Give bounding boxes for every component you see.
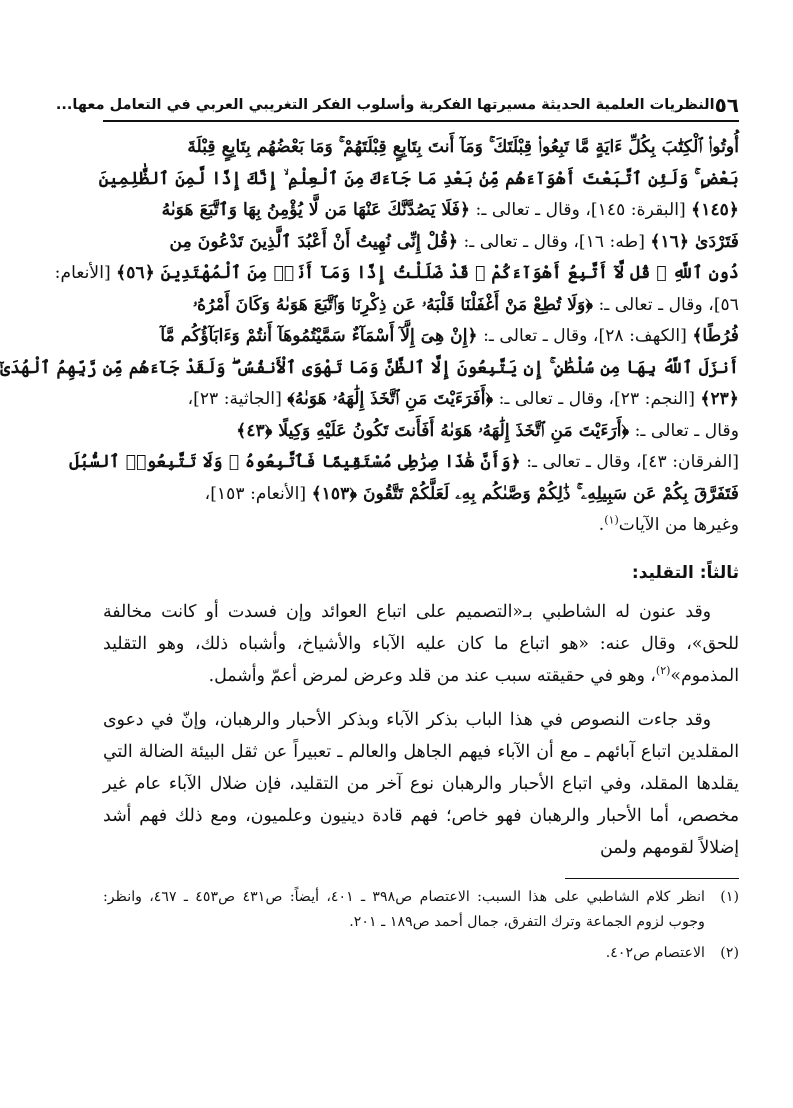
- page-number: ٥٦: [714, 93, 739, 117]
- verse-text: بَعْضٍ ۚ وَلَئِنِ ٱتَّبَعْتَ أَهْوَآءَهُم مِّنۢ بَعْدِ مَا جَآءَكَ مِنَ ٱلْعِلْمِ ۙ إِنَّكَ إِذًا لَّمِنَ ٱلظَّٰلِمِينَ: [98, 168, 739, 189]
- footnote-marker[interactable]: (٢): [655, 663, 671, 677]
- surah-reference: [النجم: ٢٣]، وقال ـ تعالى ـ:: [498, 389, 695, 409]
- footnote-text: انظر كلام الشاطبي على هذا السبب: الاعتصام ص٣٩٨ ـ ٤٠١، أيضاً: ص٤٣١ ص٤٥٣ ـ ٤٦٧، وانظر: وجوب لزوم الجماعة وترك التفرق، جمال أحمد ص١٨٩ ـ ٢٠١.: [103, 888, 705, 930]
- page-header: [55, 84, 739, 122]
- surah-reference: [الأنعام:: [54, 263, 111, 283]
- verse-line-9: [103, 384, 739, 416]
- footnote: [103, 885, 739, 935]
- verse-text: ﴿أَرَءَيْتَ مَنِ ٱتَّخَذَ إِلَٰهَهُۥ هَوَىٰهُ أَفَأَنتَ تَكُونُ عَلَيْهِ وَكِيلًا ﴿٤٣﴾: [236, 420, 630, 441]
- paragraph: [103, 596, 739, 692]
- verse-text: ﴿أَفَرَءَيْتَ مَنِ ٱتَّخَذَ إِلَٰهَهُۥ هَوَىٰهُ﴾: [287, 389, 494, 409]
- surah-reference: [الكهف: ٢٨]، وقال ـ تعالى ـ:: [483, 326, 687, 346]
- verse-line-4: [103, 227, 739, 259]
- verse-text: فَتَرْدَىٰ ﴿١٦﴾: [650, 231, 739, 252]
- verse-number: ﴿٢٣﴾: [700, 389, 739, 409]
- surah-reference: [الأنعام: ١٥٣]،: [204, 483, 307, 504]
- section-heading: ثالثاً: التقليد:: [631, 562, 739, 583]
- paragraph: وقد جاءت النصوص في هذا الباب بذكر الآباء وبذكر الأحبار والرهبان، وإنّ في دعوى المقلدين اتباع آبائهم ـ مع أن الآباء فيهم الجاهل والعالم ـ تعبيراً عن ثقل البيئة الضالة التي يقلدها المقلد، وفي اتباع الأحبار والرهبان نوع آخر من التقليد، فإن ضلال الآباء عام غير مخصص، أما الأحبار والرهبان فهو خاص؛ فهم قادة دينيون وعلميون، ومع ذلك فهم أشد إضلالاً لقومهم ولمن: [103, 709, 739, 858]
- verse-text: ﴿وَأَنَّ هَٰذَا صِرَٰطِى مُسْتَقِيمًا فَٱتَّبِعُوهُ ۖ وَلَا تَتَّبِعُوا۟ ٱلسُّبُلَ: [69, 452, 521, 472]
- footnote-divider: [565, 878, 739, 879]
- verse-text: أُوتُوا۟ ٱلْكِتَٰبَ بِكُلِّ ءَايَةٍ مَّا تَبِعُوا۟ قِبْلَتَكَ ۚ وَمَآ أَنتَ بِتَابِعٍ قِبْلَتَهُمْ ۚ وَمَا بَعْضُهُم بِتَابِعٍ قِبْلَةَ: [187, 137, 739, 157]
- quran-citations: [0, 132, 739, 542]
- verse-line-10: [103, 416, 739, 448]
- verse-text: ﴿إِنْ هِىَ إِلَّآ أَسْمَآءٌ سَمَّيْتُمُوهَآ أَنتُمْ وَءَابَآؤُكُم مَّآ: [160, 326, 478, 346]
- verse-text: ﴿قُلْ إِنِّى نُهِيتُ أَنْ أَعْبُدَ ٱلَّذِينَ تَدْعُونَ مِن: [169, 231, 459, 252]
- surah-reference: [البقرة: ١٤٥]، وقال ـ تعالى ـ:: [475, 200, 686, 220]
- running-title: النظريات العلمية الحديثة مسيرتها الفكرية وأسلوب الفكر التغريبي العربي في التعامل معها...: [55, 97, 715, 113]
- verse-line-12: [103, 479, 739, 511]
- verse-line-6: [103, 290, 739, 322]
- book-page: [0, 84, 739, 972]
- verse-line-5: [54, 258, 739, 290]
- verse-line-7: [103, 321, 739, 353]
- surah-reference: [طه: ١٦]، وقال ـ تعالى ـ:: [463, 231, 645, 252]
- verse-line-3: [103, 195, 739, 227]
- verse-number: ﴿١٤٥﴾: [691, 200, 739, 220]
- paragraph-text: ، وهو في حقيقته سبب عند من قلد وعرض لمرض أعمّ وأشمل.: [208, 665, 656, 686]
- surah-reference: [الفرقان: ٤٣]، وقال ـ تعالى ـ:: [526, 452, 739, 472]
- footnote-text: الاعتصام ص٤٠٢.: [605, 944, 705, 961]
- verse-text: أَنزَلَ ٱللَّهُ بِهَا مِن سُلْطَٰنٍ ۚ إِن يَتَّبِعُونَ إِلَّا ٱلظَّنَّ وَمَا تَهْوَى ٱلْأَنفُسُ ۖ وَلَقَدْ جَآءَهُم مِّن رَّبِّهِمُ ٱلْهُدَىٰٓ: [0, 357, 739, 378]
- verse-line-1: [103, 132, 739, 164]
- verse-text: فَتَفَرَّقَ بِكُمْ عَن سَبِيلِهِۦ ۚ ذَٰلِكُمْ وَصَّىٰكُم بِهِۦ لَعَلَّكُمْ تَتَّقُونَ ﴿١٥٣﴾: [311, 483, 739, 504]
- verse-line-2: [98, 164, 739, 196]
- footnote-marker[interactable]: (١): [604, 513, 619, 527]
- verse-text: ﴿وَلَا تُطِعْ مَنْ أَغْفَلْنَا قَلْبَهُۥ عَن ذِكْرِنَا وَٱتَّبَعَ هَوَىٰهُ وَكَانَ أَمْرُهُۥ: [192, 294, 593, 315]
- footnotes: [103, 885, 739, 966]
- closing-period: .: [598, 515, 605, 535]
- body-text: [103, 596, 739, 864]
- surah-reference: وقال ـ تعالى ـ:: [634, 420, 739, 441]
- verse-line-13: [103, 510, 739, 542]
- footnote-number: (٢): [720, 944, 739, 961]
- verse-text: ﴿فَلَا يَصُدَّنَّكَ عَنْهَا مَن لَّا يُؤْمِنُ بِهَا وَٱتَّبَعَ هَوَىٰهُ: [161, 200, 471, 220]
- verse-text: دُونِ ٱللَّهِ ۚ قُل لَّآ أَتَّبِعُ أَهْوَآءَكُمْ ۙ قَدْ ضَلَلْتُ إِذًا وَمَآ أَنَا۠ مِنَ ٱلْمُهْتَدِينَ ﴿٥٦﴾: [116, 263, 739, 283]
- paragraph-text: وقد عنون له الشاطبي بـ«التصميم على اتباع العوائد وإن فسدت أو كانت مخالفة للحق»، وقال عنه: «هو اتباع ما كان عليه الآباء والأشياخ، وأشباه ذلك، وهو التقليد المذموم»: [103, 601, 739, 686]
- footnote-number: (١): [720, 888, 739, 905]
- surah-reference: ٥٦]، وقال ـ تعالى ـ:: [598, 294, 739, 315]
- surah-reference: [الجاثية: ٢٣]،: [187, 389, 282, 409]
- verse-text: فُرُطًا﴾: [692, 326, 739, 346]
- verse-line-11: [69, 447, 739, 479]
- footnote: [103, 941, 739, 966]
- verse-line-8: [0, 353, 739, 385]
- closing-text: وغيرها من الآيات: [618, 515, 739, 535]
